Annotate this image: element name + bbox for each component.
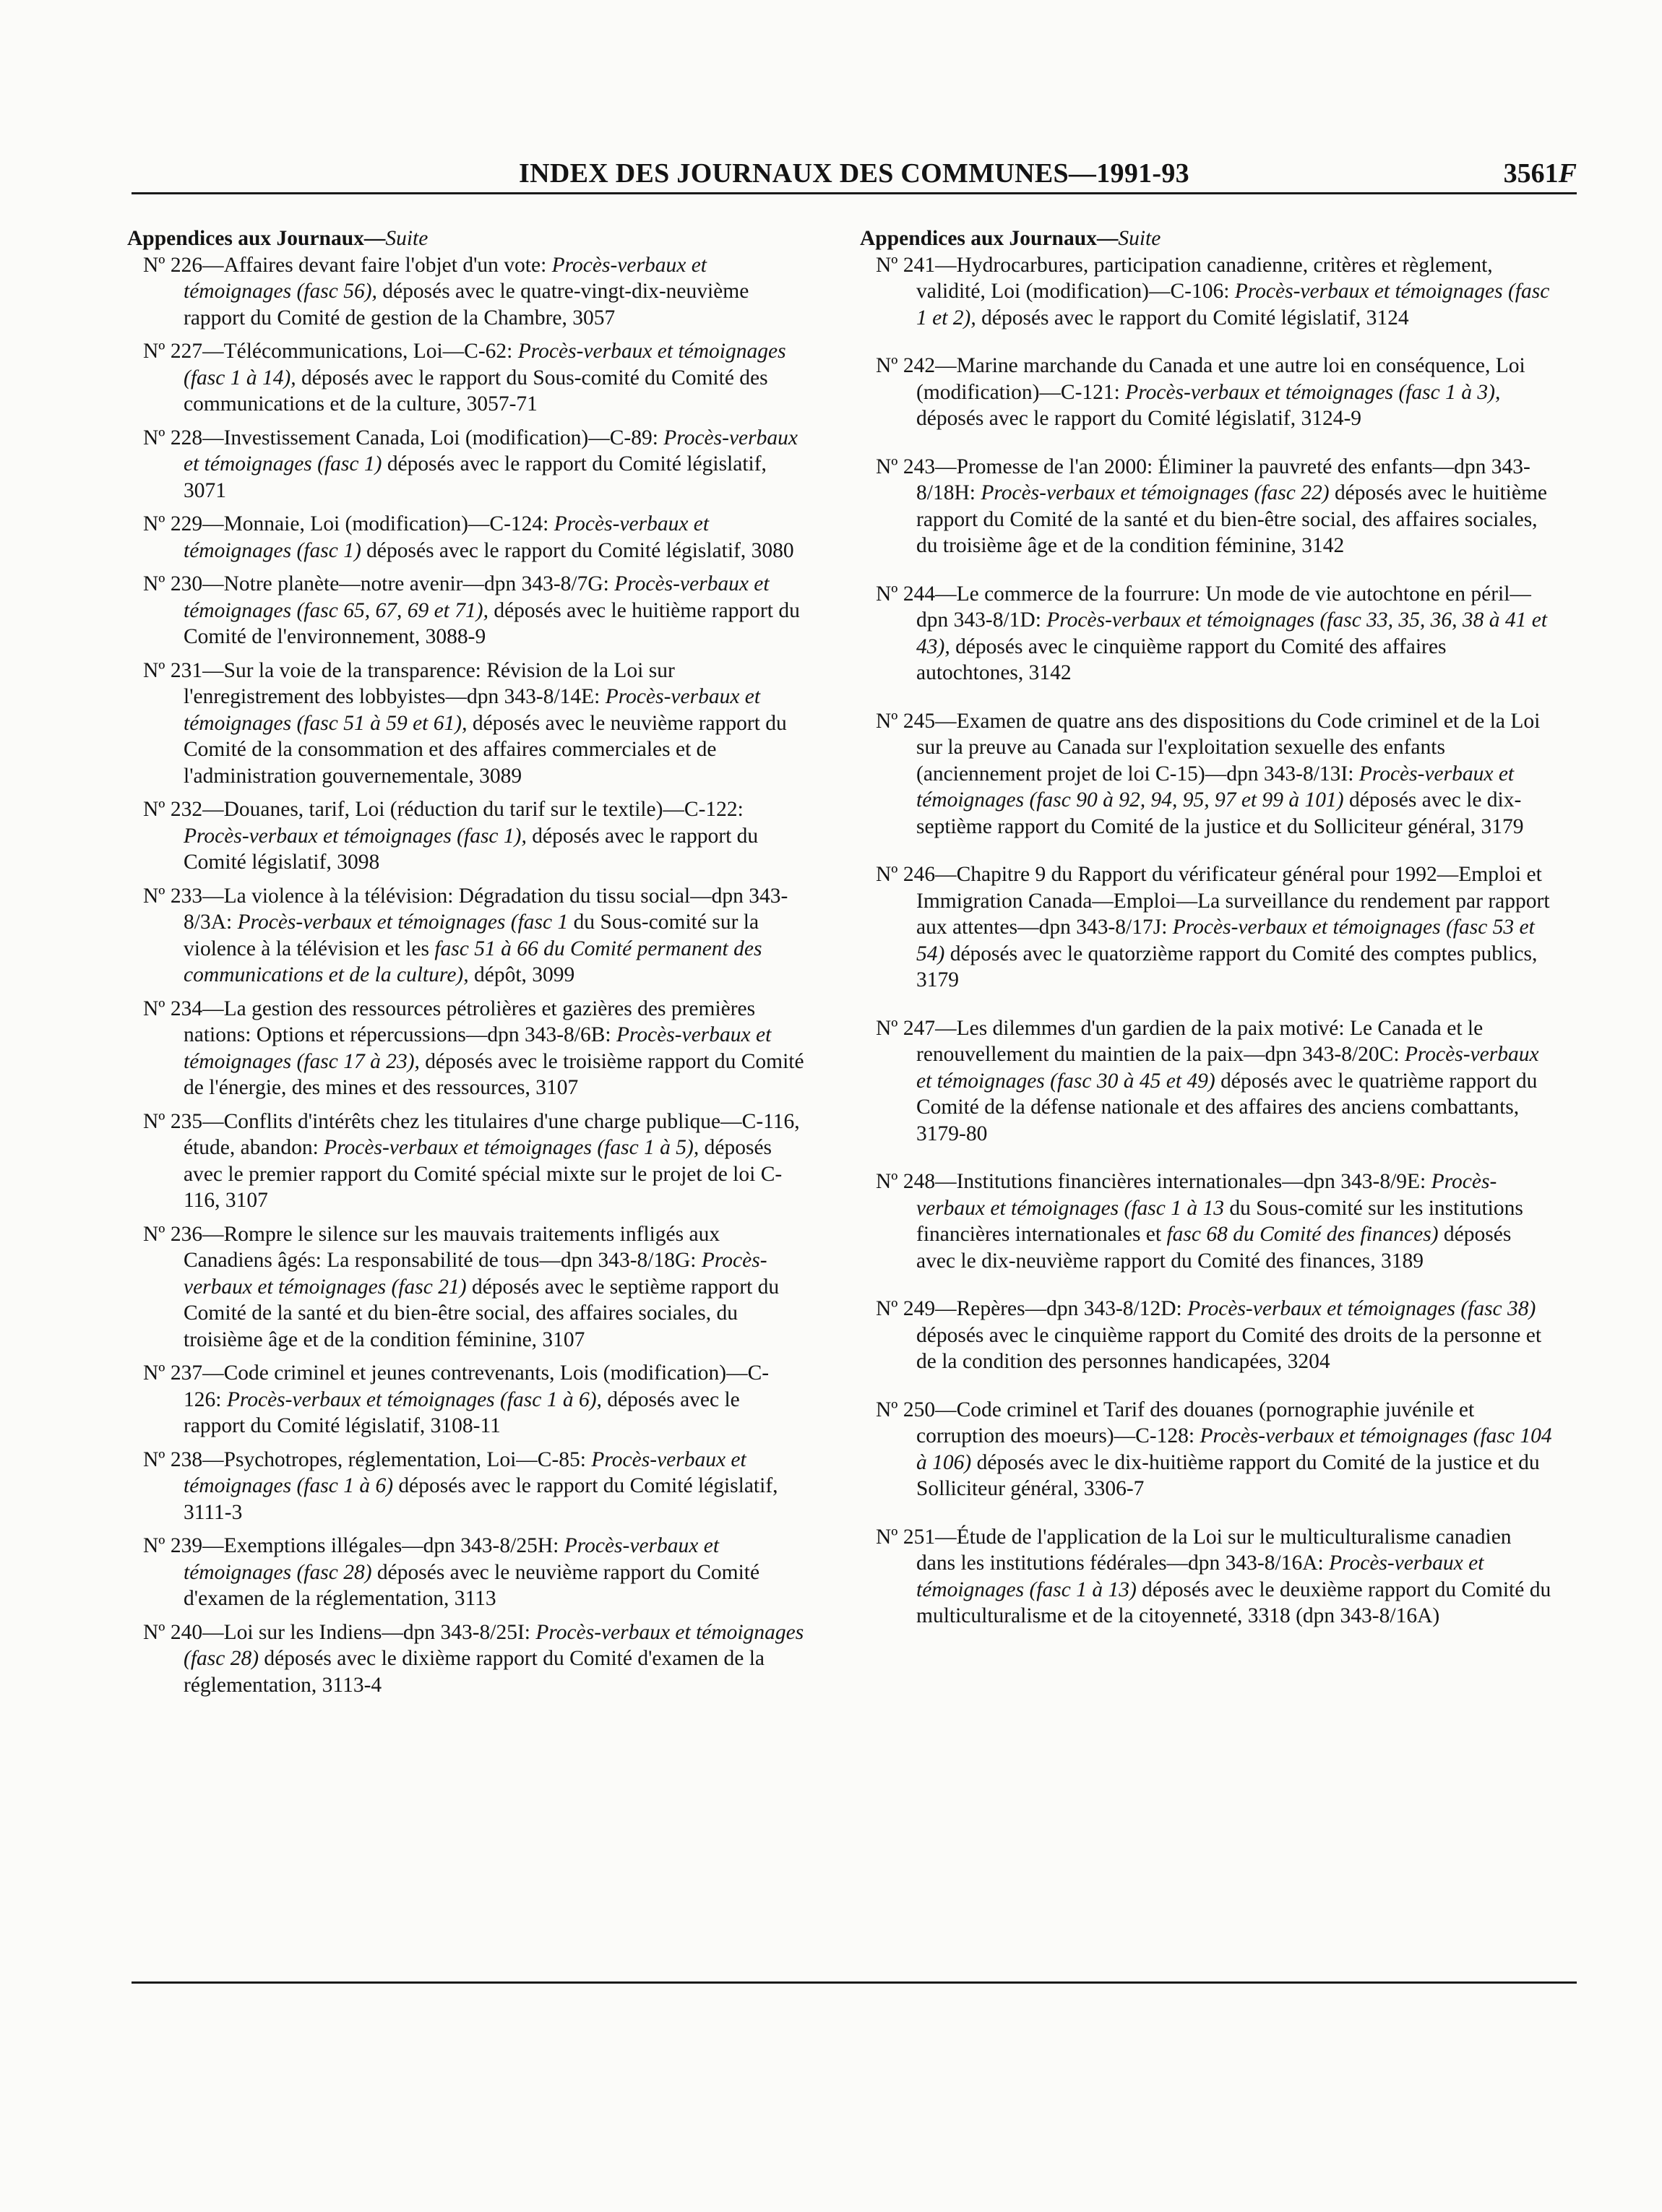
entry-lead: Nº 231—Sur la voie de la transparence: Révision de la Loi sur l'enregistrement des lobbyistes—dpn 343-8/14E: xyxy=(143,658,675,708)
entry-tail: déposés avec le troisième rapport du Comité de l'énergie, des mines et des ressources, 3107 xyxy=(184,1049,804,1099)
entry-lead: Nº 246—Chapitre 9 du Rapport du vérificateur général pour 1992—Emploi et Immigration Canada—Emploi—La surveillance du rendement par rapport aux attentes—dpn 343-8/17J: xyxy=(876,863,1550,939)
entry-list xyxy=(860,252,1554,1630)
entry-lead: Nº 237—Code criminel et jeunes contrevenants, Lois (modification)—C-126: xyxy=(143,1361,770,1411)
entry-lead: Nº 243—Promesse de l'an 2000: Éliminer la pauvreté des enfants—dpn 343-8/18H: xyxy=(876,455,1530,504)
entry-tail: déposés avec le rapport du Sous-comité du Comité des communications et de la culture, 3057-71 xyxy=(184,366,768,416)
index-entry xyxy=(127,1360,805,1439)
entry-tail: du Sous-comité sur la violence à la télévision et les xyxy=(184,911,759,960)
header-rule xyxy=(132,192,1577,194)
page-number xyxy=(1504,158,1577,189)
index-entry xyxy=(127,511,805,564)
entry-italic: Procès-verbaux et témoignages (fasc 1) xyxy=(184,512,710,562)
entry-lead: Nº 250—Code criminel et Tarif des douanes (pornographie juvénile et corruption des moeurs)—C-128: xyxy=(876,1398,1475,1447)
index-entry xyxy=(127,1447,805,1526)
index-entry xyxy=(127,883,805,989)
index-entry xyxy=(127,796,805,876)
entry-italic: Procès-verbaux et témoignages (fasc 65, 67, 69 et 71), xyxy=(184,572,770,622)
index-entry xyxy=(860,252,1554,332)
entry-tail: déposés avec le neuvième rapport du Comité d'examen de la réglementation, 3113 xyxy=(184,1560,760,1610)
entry-italic: Procès-verbaux et témoignages (fasc 1), xyxy=(184,824,527,848)
index-entry xyxy=(860,1015,1554,1148)
entry-tail: déposés avec le septième rapport du Comité de la santé et du bien-être social, des affaires sociales, du troisième âge et de la condition féminine, 3107 xyxy=(184,1275,780,1351)
entry-tail: déposés avec le huitième rapport du Comité de la santé et du bien-être social, des affaires sociales, du troisième âge et de la condition féminine, 3142 xyxy=(916,481,1548,557)
entry-italic: Procès-verbaux et témoignages (fasc 22) xyxy=(981,481,1330,504)
index-entry xyxy=(860,708,1554,840)
entry-lead: Nº 247—Les dilemmes d'un gardien de la paix motivé: Le Canada et le renouvellement du maintien de la paix—dpn 343-8/20C: xyxy=(876,1016,1484,1066)
entry-italic: Procès-verbaux et témoignages (fasc 1 à 14), xyxy=(184,340,786,390)
entry-italic: Procès-verbaux et témoignages (fasc 30 à 45 et 49) xyxy=(916,1043,1539,1093)
entry-italic: Procès-verbaux et témoignages (fasc 1 à 13 xyxy=(916,1170,1497,1220)
index-entry xyxy=(127,1109,805,1214)
index-entry xyxy=(127,252,805,332)
page-number-suffix: F xyxy=(1558,158,1577,189)
entry-tail: déposés avec le deuxième rapport du Comité du multiculturalisme et de la citoyenneté, 3318 (dpn 343-8/16A) xyxy=(916,1578,1551,1627)
entry-lead: Nº 245—Examen de quatre ans des dispositions du Code criminel et de la Loi sur la preuve au Canada sur l'exploitation sexuelle des enfants (anciennement projet de loi C-15)—dpn 343-8/13I: xyxy=(876,709,1541,786)
entry-lead: Nº 238—Psychotropes, réglementation, Loi—C-85: xyxy=(143,1447,592,1471)
index-entry xyxy=(127,658,805,790)
entry-tail: déposés avec le dix-neuvième rapport du Comité des finances, 3189 xyxy=(916,1223,1512,1273)
entry-italic: Procès-verbaux et témoignages (fasc 104 à 106) xyxy=(916,1424,1552,1474)
index-entry xyxy=(860,1169,1554,1274)
right-column xyxy=(860,225,1554,1651)
entry-tail: déposés avec le dix-septième rapport du Comité de la justice et du Solliciteur général, 3179 xyxy=(916,788,1524,838)
entry-tail: déposés avec le dixième rapport du Comité d'examen de la réglementation, 3113-4 xyxy=(184,1647,765,1697)
page-header xyxy=(132,153,1577,194)
entry-italic: Procès-verbaux et témoignages (fasc 1 à 5), xyxy=(324,1136,699,1159)
entry-lead: Nº 230—Notre planète—notre avenir—dpn 343-8/7G: xyxy=(143,572,615,595)
index-entry xyxy=(860,1296,1554,1375)
running-title: INDEX DES JOURNAUX DES COMMUNES—1991-93 xyxy=(519,158,1189,189)
index-entry xyxy=(860,1397,1554,1502)
entry-tail: déposés avec le huitième rapport du Comité de l'environnement, 3088-9 xyxy=(184,598,800,648)
entry-italic: Procès-verbaux et témoignages (fasc 1 à 3), xyxy=(1125,380,1501,404)
entry-tail: déposés avec le rapport du Comité législatif, 3071 xyxy=(184,452,767,502)
page-number-value: 3561 xyxy=(1503,158,1559,189)
entry-tail: déposés avec le quatrième rapport du Comité de la défense nationale et des affaires des anciens combattants, 3179-80 xyxy=(916,1069,1538,1145)
entry-italic: Procès-verbaux et témoignages (fasc 56), xyxy=(184,253,707,303)
entry-italic: Procès-verbaux et témoignages (fasc 28) xyxy=(184,1620,804,1670)
entry-lead: Nº 232—Douanes, tarif, Loi (réduction du tarif sur le textile)—C-122: xyxy=(143,798,744,821)
entry-tail: déposés avec le quatorzième rapport du Comité des comptes publics, 3179 xyxy=(916,942,1538,991)
entry-tail: déposés avec le rapport du Comité législatif, 3098 xyxy=(184,824,759,874)
index-entry xyxy=(127,1221,805,1354)
index-entry xyxy=(127,571,805,650)
entry-list xyxy=(127,252,805,1699)
entry-tail: déposés avec le neuvième rapport du Comité de la consommation et des affaires commerciales et de l'administration gouvernementale, 3089 xyxy=(184,711,787,788)
continued-heading xyxy=(860,225,1554,252)
index-entry xyxy=(127,425,805,504)
entry-italic: Procès-verbaux et témoignages (fasc 1) xyxy=(184,426,798,475)
index-entry xyxy=(127,1533,805,1612)
entry-tail: déposés avec le rapport du Comité législatif, 3124 xyxy=(976,306,1409,330)
index-entry xyxy=(860,861,1554,994)
entry-tail: déposés avec le rapport du Comité législatif, 3111-3 xyxy=(184,1474,778,1524)
entry-lead: Nº 251—Étude de l'application de la Loi sur le multiculturalisme canadien dans les institutions fédérales—dpn 343-8/16A: xyxy=(876,1525,1512,1575)
entry-lead: Nº 240—Loi sur les Indiens—dpn 343-8/25I: xyxy=(143,1620,536,1644)
entry-lead: Nº 249—Repères—dpn 343-8/12D: xyxy=(876,1297,1188,1320)
entry-lead: Nº 239—Exemptions illégales—dpn 343-8/25H: xyxy=(143,1534,564,1557)
index-entry xyxy=(860,353,1554,432)
index-entry xyxy=(127,996,805,1101)
entry-tail: déposés avec le cinquième rapport du Comité des affaires autochtones, 3142 xyxy=(916,634,1447,684)
entry-tail: déposés avec le dix-huitième rapport du Comité de la justice et du Solliciteur général, 3306-7 xyxy=(916,1450,1540,1500)
continued-heading-text: Appendices aux Journaux— xyxy=(127,227,386,250)
index-entry xyxy=(860,454,1554,559)
entry-lead: Nº 226—Affaires devant faire l'objet d'un vote: xyxy=(143,253,552,277)
entry-italic: Procès-verbaux et témoignages (fasc 1 et 2), xyxy=(916,280,1550,330)
continued-suffix: Suite xyxy=(1118,227,1161,250)
entry-lead: Nº 242—Marine marchande du Canada et une autre loi en conséquence, Loi (modification)—C-121: xyxy=(876,354,1525,404)
entry-tail: déposés avec le cinquième rapport du Comité des droits de la personne et de la condition des personnes handicapées, 3204 xyxy=(916,1323,1542,1373)
entry-tail: du Sous-comité sur les institutions financières internationales et xyxy=(916,1196,1523,1246)
entry-italic: Procès-verbaux et témoignages (fasc 1 à 6) xyxy=(184,1447,746,1497)
entry-italic: Procès-verbaux et témoignages (fasc 53 et 54) xyxy=(916,916,1535,965)
entry-italic: Procès-verbaux et témoignages (fasc 1 à 6), xyxy=(226,1387,602,1411)
entry-tail: dépôt, 3099 xyxy=(468,963,575,986)
entry-tail: déposés avec le rapport du Comité législatif, 3108-11 xyxy=(184,1387,740,1437)
index-entry xyxy=(860,581,1554,687)
entry-lead: Nº 248—Institutions financières internationales—dpn 343-8/9E: xyxy=(876,1170,1431,1193)
continued-heading xyxy=(127,225,805,252)
entry-italic: Procès-verbaux et témoignages (fasc 28) xyxy=(184,1534,720,1584)
entry-lead: Nº 244—Le commerce de la fourrure: Un mode de vie autochtone en péril—dpn 343-8/1D: xyxy=(876,582,1531,632)
entry-italic: Procès-verbaux et témoignages (fasc 90 à 92, 94, 95, 97 et 99 à 101) xyxy=(916,762,1515,812)
footer-rule xyxy=(132,1981,1577,1984)
entry-italic: Procès-verbaux et témoignages (fasc 38) xyxy=(1187,1297,1536,1320)
entry-italic: fasc 68 du Comité des finances) xyxy=(1166,1223,1439,1246)
continued-heading-text: Appendices aux Journaux— xyxy=(860,227,1119,250)
index-entry xyxy=(127,1619,805,1699)
entry-tail: déposés avec le quatre-vingt-dix-neuvième rapport du Comité de gestion de la Chambre, 3057 xyxy=(184,280,749,330)
entry-lead: Nº 234—La gestion des ressources pétrolières et gazières des premières nations: Options et répercussions—dpn 343-8/6B: xyxy=(143,997,756,1046)
entry-lead: Nº 228—Investissement Canada, Loi (modification)—C-89: xyxy=(143,426,664,449)
entry-italic: Procès-verbaux et témoignages (fasc 21) xyxy=(184,1249,767,1299)
entry-lead: Nº 236—Rompre le silence sur les mauvais traitements infligés aux Canadiens âgés: La responsabilité de tous—dpn 343-8/18G: xyxy=(143,1222,720,1272)
entry-tail: déposés avec le premier rapport du Comité spécial mixte sur le projet de loi C-116, 3107 xyxy=(184,1136,783,1212)
entry-italic: fasc 51 à 66 du Comité permanent des communications et de la culture), xyxy=(184,937,762,986)
entry-italic: Procès-verbaux et témoignages (fasc 33, 35, 36, 38 à 41 et 43), xyxy=(916,608,1548,658)
entry-italic: Procès-verbaux et témoignages (fasc 51 à 59 et 61), xyxy=(184,685,761,735)
entry-lead: Nº 227—Télécommunications, Loi—C-62: xyxy=(143,340,518,363)
entry-tail: déposés avec le rapport du Comité législatif, 3080 xyxy=(361,538,794,562)
continued-suffix: Suite xyxy=(385,227,429,250)
entry-lead: Nº 235—Conflits d'intérêts chez les titulaires d'une charge publique—C-116, étude, abandon: xyxy=(143,1109,800,1159)
entry-italic: Procès-verbaux et témoignages (fasc 1 à 13) xyxy=(916,1552,1484,1601)
entry-lead: Nº 229—Monnaie, Loi (modification)—C-124: xyxy=(143,512,554,535)
entry-tail: déposés avec le rapport du Comité législatif, 3124-9 xyxy=(916,407,1362,430)
entry-lead: Nº 241—Hydrocarbures, participation canadienne, critères et règlement, validité, Loi (modification)—C-106: xyxy=(876,253,1493,303)
entry-italic: Procès-verbaux et témoignages (fasc 1 xyxy=(237,911,569,934)
entry-italic: Procès-verbaux et témoignages (fasc 17 à 23), xyxy=(184,1023,772,1073)
entry-lead: Nº 233—La violence à la télévision: Dégradation du tissu social—dpn 343-8/3A: xyxy=(143,884,788,934)
index-entry xyxy=(860,1524,1554,1630)
index-entry xyxy=(127,338,805,418)
left-column xyxy=(127,225,805,1705)
